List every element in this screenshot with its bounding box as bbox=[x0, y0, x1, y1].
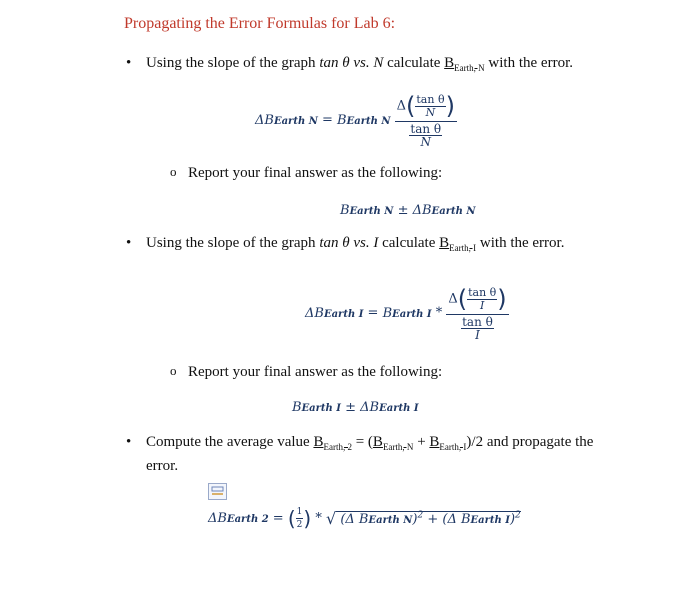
bullet-dot: • bbox=[126, 235, 132, 251]
sub-item-2: o Report your final answer as the following: bbox=[170, 363, 443, 380]
circle-bullet-icon: o bbox=[170, 363, 177, 378]
bullet-item-3: • Compute the average value $B_{Earth, 2} = (B_{Earth, N} + B_{Earth, I})/2$ and propagate the error. bbox=[126, 434, 594, 474]
bullet-1-post: with the error. bbox=[488, 55, 573, 71]
bullet-1-pre: Using the slope of the graph bbox=[146, 55, 316, 71]
bullet-1-mid: calculate bbox=[387, 55, 441, 71]
bullet-dot: • bbox=[126, 55, 132, 71]
equation-delta-b-earth-n: ΔBEarth N = BEarth N Δ( $\frac{\text{tan θ}}{N}$ ) $\frac{\text{tan θ}}{N}$ bbox=[255, 92, 455, 149]
circle-bullet-icon: o bbox=[170, 164, 177, 179]
bullet-item-2: • Using the slope of the graph tan θ vs. I calculate $B_{Earth, I}$ with the error. bbox=[126, 235, 565, 253]
equation-delta-b-earth-2: ΔBEarth 2 = ( $\frac{1}{2}$ ) * √ (Δ BEarth N)$^2$ + (Δ BEarth I)$^2$ bbox=[208, 506, 521, 531]
equation-2-fraction: Δ( $\frac{\text{tan θ}}{I}$ ) $\frac{\text{tan θ}}{I}$ bbox=[448, 285, 507, 342]
final-answer-n: BEarth N ± ΔBEarth N bbox=[340, 203, 476, 218]
equation-delta-b-earth-i: ΔBEarth I = BEarth I * Δ( $\frac{\text{tan θ}}{I}$ ) $\frac{\text{tan θ}}{I}$ bbox=[305, 285, 507, 342]
page-title: Propagating the Error Formulas for Lab 6: bbox=[124, 15, 396, 32]
bullet-1-b: $B_{Earth, N}$ bbox=[444, 55, 485, 73]
bullet-dot: • bbox=[126, 434, 132, 450]
sub-item-1: o Report your final answer as the following: bbox=[170, 164, 443, 181]
final-answer-i: BEarth I ± ΔBEarth I bbox=[292, 400, 419, 415]
equation-1-fraction: Δ( $\frac{\text{tan θ}}{N}$ ) $\frac{\text{tan θ}}{N}$ bbox=[396, 92, 455, 149]
embedded-object-icon[interactable] bbox=[208, 483, 227, 500]
bullet-item-1 bbox=[126, 54, 573, 78]
bullet-1-graph: tan θ vs. N bbox=[319, 55, 384, 71]
